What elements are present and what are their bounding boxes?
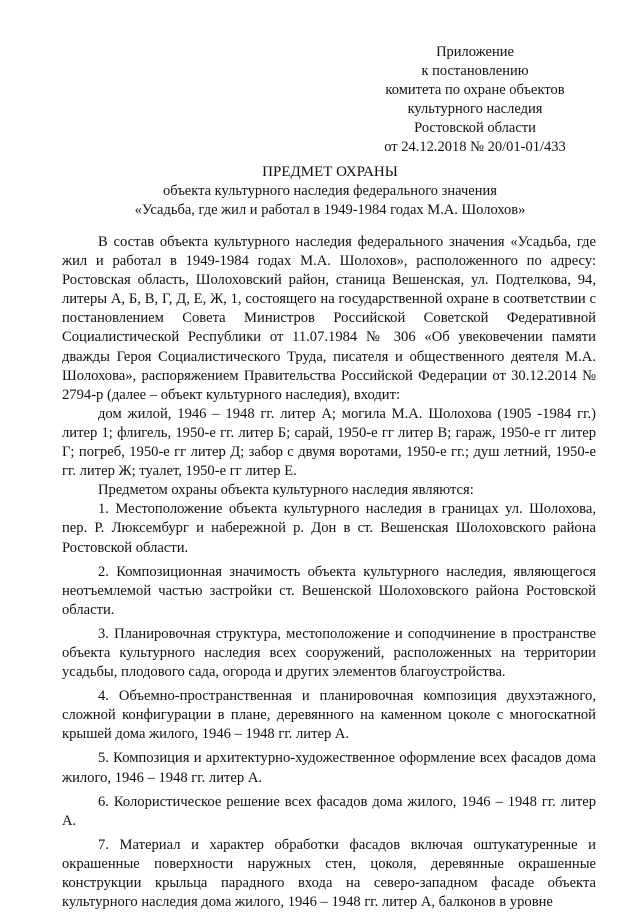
approval-line: к постановлению bbox=[421, 63, 529, 79]
approval-line: комитета по охране объектов bbox=[385, 82, 565, 98]
protection-item-7: 7. Материал и характер обработки фасадов включая оштукатуренные и окрашенные поверхности наружных стен, цоколя, деревянные окрашенные конструкции крыльца парадного входа на северо-западном фасаде объекта культурного наследия дома жилого, 1946 – 1948 гг. литер А, балконов в уровне bbox=[62, 836, 596, 911]
subjects-intro: Предметом охраны объекта культурного наследия являются: bbox=[98, 482, 474, 499]
approval-line: культурного наследия bbox=[407, 101, 543, 117]
approval-line: Ростовской области bbox=[414, 120, 536, 136]
protection-item-5: 5. Композиция и архитектурно-художественное оформление всех фасадов дома жилого, 1946 – 1948 гг. литер А. bbox=[62, 750, 596, 786]
protection-item-3: 3. Планировочная структура, местоположение и соподчинение в пространстве объекта культурного наследия всех сооружений, расположенных на территории усадьбы, плодового сада, огорода и других элементов благоустройства. bbox=[62, 625, 596, 681]
approval-block bbox=[340, 43, 610, 157]
protection-item-1: 1. Местоположение объекта культурного наследия в границах ул. Шолохова, пер. Р. Люксембург и набережной р. Дон в ст. Вешенская Шолоховского района Ростовской области. bbox=[62, 501, 596, 556]
intro-paragraph: В состав объекта культурного наследия федерального значения «Усадьба, где жил и работал в 1949-1984 годах М.А. Шолохов», расположенного по адресу: Ростовская область, Шолоховский район, станица Вешенская, ул. Подтелкова, 94, литеры А, Б, В, Г, Д, Е, Ж, 1, состоящего на государственной охране в соответствии с постановлением Совета Министров Российской Советской Федеративной Социалистической Республики от 11.07.1984 № 306 «Об увековечении памяти дважды Героя Социалистического Труда, писателя и общественного деятеля М.А. Шолохова», распоряжением Правительства Российской Федерации от 30.12.2014 № 2794-р (далее – объект культурного наследия), входит: bbox=[62, 234, 596, 403]
protection-item-6: 6. Колористическое решение всех фасадов дома жилого, 1946 – 1948 гг. литер А. bbox=[62, 793, 596, 829]
approval-line: Приложение bbox=[436, 44, 514, 60]
document-title bbox=[60, 163, 600, 220]
title-object-name: «Усадьба, где жил и работал в 1949-1984 годах М.А. Шолохов» bbox=[134, 202, 526, 218]
protection-item-4: 4. Объемно-пространственная и планировочная композиция двухэтажного, сложной конфигурации в плане, деревянного на каменном цоколе с многоскатной крышей дома жилого, 1946 – 1948 гг. литер А. bbox=[62, 688, 596, 743]
composition-paragraph: дом жилой, 1946 – 1948 гг. литер А; могила М.А. Шолохова (1905 -1984 гг.) литер 1; флигель, 1950-е гг. литер Б; сарай, 1950-е гг литер В; гараж, 1950-е гг литер Г; погреб, 1950-е гг литер Д; забор с двумя воротами, 1950-е гг.; душ летний, 1950-е гг. литер Ж; туалет, 1950-е гг литер Е. bbox=[62, 405, 596, 480]
title-heading: ПРЕДМЕТ ОХРАНЫ bbox=[262, 164, 398, 180]
approval-line: от 24.12.2018 № 20/01-01/433 bbox=[384, 139, 566, 155]
document-body bbox=[62, 233, 596, 912]
protection-item-2: 2. Композиционная значимость объекта культурного наследия, являющегося неотъемлемой частью застройки ст. Вешенской Шолоховского района Ростовской области. bbox=[62, 563, 596, 618]
title-subtitle: объекта культурного наследия федерального значения bbox=[163, 183, 497, 199]
